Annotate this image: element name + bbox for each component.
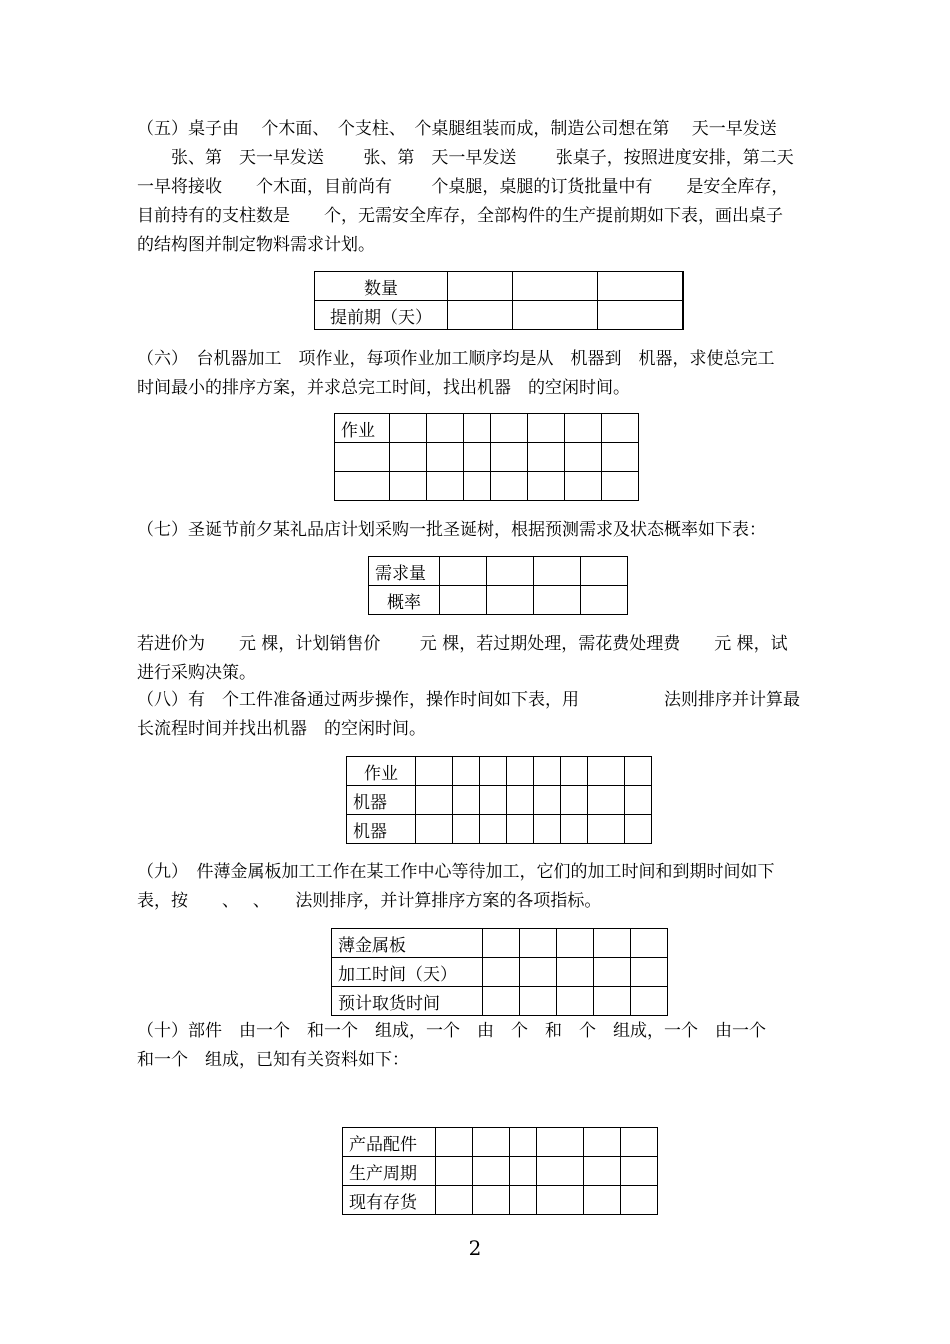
empty-cell [594,987,631,1016]
table-row [315,301,684,330]
q7-after-line-2: 进行采购决策。 [137,663,256,683]
empty-cell [473,1128,510,1157]
empty-cell [561,786,588,815]
table-cell: 生产周期 [343,1157,436,1186]
empty-cell [510,1157,537,1186]
table-cell: 现有存货 [343,1186,436,1215]
table-row [315,272,684,301]
empty-cell [565,414,602,443]
empty-cell [588,815,625,844]
table-cell: 概率 [369,586,440,615]
empty-cell [491,443,528,472]
question-6-text [137,345,861,403]
empty-cell [557,929,594,958]
empty-cell [537,1128,584,1157]
empty-cell [537,1186,584,1215]
empty-cell [480,786,507,815]
empty-cell [565,443,602,472]
empty-cell [464,443,491,472]
table-row [343,1128,658,1157]
empty-cell [537,1157,584,1186]
empty-cell [427,472,464,501]
empty-cell [584,1128,621,1157]
empty-cell [390,443,427,472]
empty-cell [487,557,534,586]
table-row [343,1186,658,1215]
q5-line-1: （五）桌子由 个木面、 个支柱、 个桌腿组装而成，制造公司想在第 天一早发送 [137,119,777,139]
empty-cell [427,414,464,443]
table-row [332,929,668,958]
q10-table [342,1127,658,1215]
table-cell: 机器 [347,815,416,844]
empty-cell [534,757,561,786]
empty-cell [594,958,631,987]
question-7-text [137,516,861,545]
empty-cell [581,557,628,586]
empty-cell [602,443,639,472]
question-7-followup [137,630,861,688]
empty-cell [631,958,668,987]
empty-cell [510,1186,537,1215]
q6-line-1: （六） 台机器加工 项作业，每项作业加工顺序均是从 机器到 机器，求使总完工 [137,349,775,369]
empty-cell [507,786,534,815]
q8-line-1: （八）有 个工件准备通过两步操作，操作时间如下表，用 法则排序并计算最 [137,690,800,710]
question-5-text [137,115,861,260]
empty-cell [436,1186,473,1215]
table-row [335,472,639,501]
empty-cell [483,987,520,1016]
table-row [347,815,652,844]
empty-cell [631,929,668,958]
empty-cell [621,1128,658,1157]
empty-cell [473,1186,510,1215]
table-row [332,987,668,1016]
q7-after-line-1: 若进价为 元 棵，计划销售价 元 棵，若过期处理，需花费处理费 元 棵，试 [137,634,788,654]
table-cell: 预计取货时间 [332,987,483,1016]
empty-cell [491,414,528,443]
table-row [369,557,628,586]
question-8-text [137,686,861,744]
table-row [343,1157,658,1186]
q9-line-1: （九） 件薄金属板加工工作在某工作中心等待加工，它们的加工时间和到期时间如下 [137,862,775,882]
question-9-text [137,858,861,916]
q6-table [334,413,639,501]
empty-cell [436,1128,473,1157]
empty-cell [588,757,625,786]
table-cell: 薄金属板 [332,929,483,958]
table-cell: 数量 [315,272,448,301]
empty-cell [464,414,491,443]
empty-cell [594,929,631,958]
q5-line-4: 目前持有的支柱数是 个，无需安全库存，全部构件的生产提前期如下表，画出桌子 [137,206,783,226]
table-cell: 作业 [347,757,416,786]
q7-line-1: （七）圣诞节前夕某礼品店计划采购一批圣诞树，根据预测需求及状态概率如下表： [137,520,766,540]
empty-cell [625,815,652,844]
empty-cell [631,987,668,1016]
empty-cell [565,472,602,501]
empty-cell [520,987,557,1016]
empty-cell [416,786,453,815]
empty-cell [453,815,480,844]
empty-cell [427,443,464,472]
empty-cell [561,757,588,786]
table-cell: 作业 [335,414,390,443]
q8-table [346,756,652,844]
table-row [335,443,639,472]
empty-cell [507,757,534,786]
empty-cell [581,586,628,615]
table-row [369,586,628,615]
empty-cell [440,557,487,586]
q9-line-2: 表，按 、 、 法则排序，并计算排序方案的各项指标。 [137,891,602,911]
empty-cell [491,472,528,501]
table-cell: 加工时间（天） [332,958,483,987]
table-cell: 需求量 [369,557,440,586]
empty-cell [557,958,594,987]
table-cell: 产品配件 [343,1128,436,1157]
empty-cell [534,586,581,615]
empty-cell [390,472,427,501]
empty-cell [473,1157,510,1186]
empty-cell [510,1128,537,1157]
q9-table [331,928,668,1016]
q5-line-3: 一早将接收 个木面，目前尚有 个桌腿，桌腿的订货批量中有 是安全库存， [137,177,789,197]
empty-cell [483,958,520,987]
q7-table [368,556,628,615]
empty-cell [528,443,565,472]
table-cell [335,472,390,501]
empty-cell [453,786,480,815]
empty-cell [507,815,534,844]
empty-cell [534,815,561,844]
empty-cell [588,786,625,815]
empty-cell [584,1186,621,1215]
question-10-text [137,1017,861,1075]
q10-line-2: 和一个 组成，已知有关资料如下： [137,1050,409,1070]
empty-cell [602,414,639,443]
empty-cell [416,815,453,844]
empty-cell [625,786,652,815]
empty-cell [625,757,652,786]
q10-line-1: （十）部件 由一个 和一个 组成，一个 由 个 和 个 组成，一个 由一个 [137,1021,766,1041]
empty-cell [584,1157,621,1186]
q5-line-5: 的结构图并制定物料需求计划。 [137,235,375,255]
empty-cell [534,557,581,586]
empty-cell [557,987,594,1016]
empty-cell [464,472,491,501]
empty-cell [487,586,534,615]
empty-cell [528,472,565,501]
empty-cell [440,586,487,615]
empty-cell [520,929,557,958]
empty-cell [520,958,557,987]
table-cell: 提前期（天） [315,301,448,330]
empty-cell [561,815,588,844]
empty-cell [528,414,565,443]
empty-cell [602,472,639,501]
q5-line-2: 张、第 天一早发送 张、第 天一早发送 张桌子，按照进度安排，第二天 [137,148,794,168]
table-cell [335,443,390,472]
page-number: 2 [468,1236,482,1260]
empty-cell [534,786,561,815]
empty-cell [416,757,453,786]
empty-cell [436,1157,473,1186]
q5-table [314,271,684,330]
empty-cell [621,1186,658,1215]
empty-cell [390,414,427,443]
empty-cell [621,1157,658,1186]
empty-cell [480,815,507,844]
q8-line-2: 长流程时间并找出机器 的空闲时间。 [137,719,426,739]
table-cell: 机器 [347,786,416,815]
q6-line-2: 时间最小的排序方案，并求总完工时间，找出机器 的空闲时间。 [137,378,630,398]
empty-cell [483,929,520,958]
empty-cell [480,757,507,786]
table-row [347,757,652,786]
empty-cell [453,757,480,786]
table-row [347,786,652,815]
table-row [335,414,639,443]
table-row [332,958,668,987]
